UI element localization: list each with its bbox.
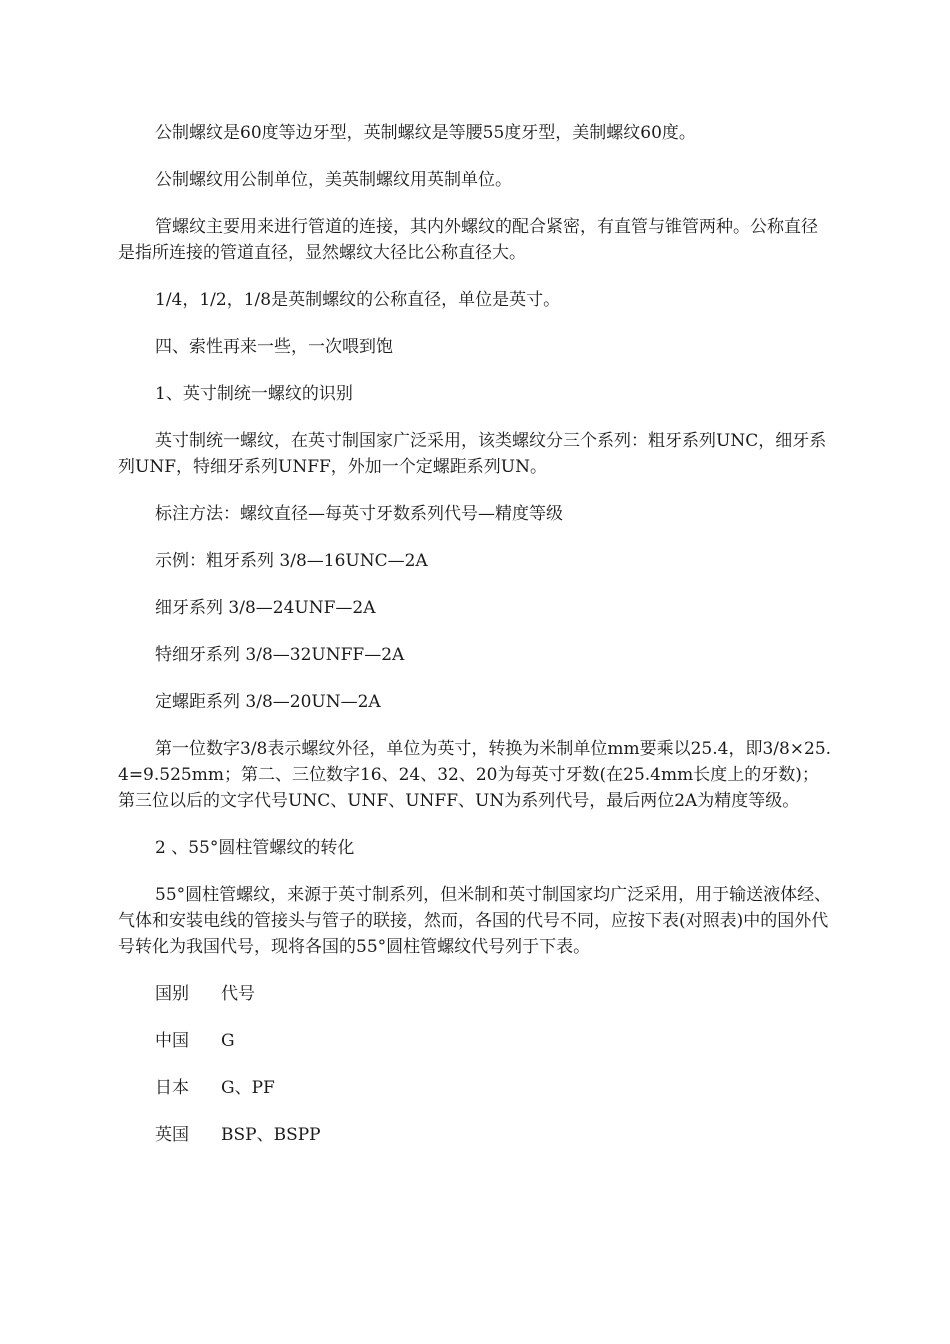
table-header-code: 代号 — [221, 984, 255, 1004]
paragraph-units: 公制螺纹用公制单位，美英制螺纹用英制单位。 — [155, 170, 512, 190]
table-header — [118, 981, 833, 1007]
table-header-country: 国别 — [155, 984, 189, 1004]
table-cell-country: 英国 — [155, 1125, 189, 1145]
table-cell-code: G、PF — [221, 1078, 275, 1098]
table-row — [118, 1075, 833, 1101]
table-cell-code: BSP、BSPP — [221, 1125, 321, 1145]
paragraph-pipe-thread-conversion: 55°圆柱管螺纹，来源于英寸制系列，但米制和英寸制国家均广泛采用，用于输送液体经、气体和安装电线的管接头与管子的联接，然而，各国的代号不同，应按下表(对照表)中的国外代号转化为我国代号，现将各国的55°圆柱管螺纹代号列于下表。 — [118, 885, 832, 957]
example-coarse: 示例：粗牙系列 3/8—16UNC—2A — [155, 551, 428, 571]
subsection-heading-1: 1、英寸制统一螺纹的识别 — [155, 384, 353, 404]
paragraph-thread-angles: 公制螺纹是60度等边牙型，英制螺纹是等腰55度牙型，美制螺纹60度。 — [155, 123, 696, 143]
paragraph-nominal-diameter: 1/4，1/2，1/8是英制螺纹的公称直径，单位是英寸。 — [155, 290, 561, 310]
document-body — [118, 120, 833, 1169]
table-cell-country: 中国 — [155, 1031, 189, 1051]
example-constant-pitch: 定螺距系列 3/8—20UN—2A — [155, 692, 381, 712]
table-cell-country: 日本 — [155, 1078, 189, 1098]
section-heading-4: 四、索性再来一些，一次喂到饱 — [155, 337, 393, 357]
table-cell-code: G — [221, 1031, 235, 1051]
table-row — [118, 1028, 833, 1054]
subsection-heading-2: 2 、55°圆柱管螺纹的转化 — [155, 838, 355, 858]
paragraph-explanation: 第一位数字3/8表示螺纹外径，单位为英寸，转换为米制单位mm要乘以25.4，即3/8×25.4=9.525mm；第二、三位数字16、24、32、20为每英寸牙数(在25.4mm长度上的牙数)；第三位以后的文字代号UNC、UNF、UNFF、UN为系列代号，最后两位2A为精度等级。 — [118, 739, 832, 811]
table-row — [118, 1122, 833, 1148]
example-extra-fine: 特细牙系列 3/8—32UNFF—2A — [155, 645, 405, 665]
paragraph-pipe-thread: 管螺纹主要用来进行管道的连接，其内外螺纹的配合紧密，有直管与锥管两种。公称直径是指所连接的管道直径，显然螺纹大径比公称直径大。 — [118, 217, 818, 263]
example-fine: 细牙系列 3/8—24UNF—2A — [155, 598, 376, 618]
paragraph-unified-thread: 英寸制统一螺纹，在英寸制国家广泛采用，该类螺纹分三个系列：粗牙系列UNC，细牙系列UNF，特细牙系列UNFF，外加一个定螺距系列UN。 — [118, 431, 827, 477]
paragraph-notation-method: 标注方法：螺纹直径—每英寸牙数系列代号—精度等级 — [155, 504, 563, 524]
